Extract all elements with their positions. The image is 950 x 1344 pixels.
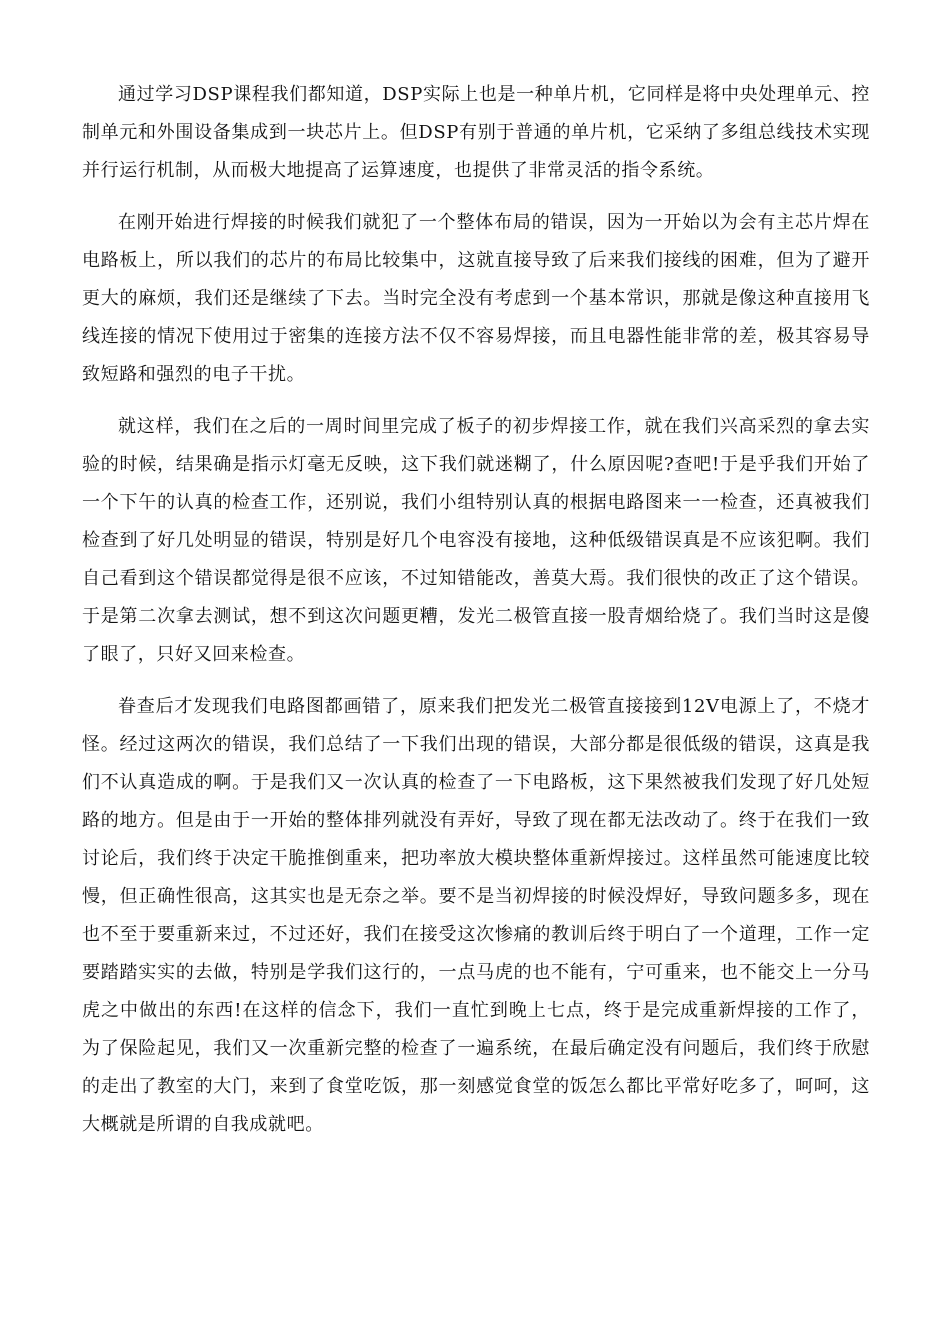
- document-body: [82, 76, 870, 1158]
- paragraph-first-test: 就这样，我们在之后的一周时间里完成了板子的初步焊接工作，就在我们兴高采烈的拿去实验的时候，结果确是指示灯毫无反映，这下我们就迷糊了，什么原因呢?查吧!于是乎我们开始了一个下午的认真的检查工作，还别说，我们小组特别认真的根据电路图来一一检查，还真被我们检查到了好几处明显的错误，特别是好几个电容没有接地，这种低级错误真是不应该犯啊。我们自己看到这个错误都觉得是很不应该，不过知错能改，善莫大焉。我们很快的改正了这个错误。于是第二次拿去测试，想不到这次问题更糟，发光二极管直接一股青烟给烧了。我们当时这是傻了眼了，只好又回来检查。: [82, 416, 870, 665]
- paragraph-dsp-intro: 通过学习DSP课程我们都知道，DSP实际上也是一种单片机，它同样是将中央处理单元、控制单元和外围设备集成到一块芯片上。但DSP有别于普通的单片机，它采纳了多组总线技术实现并行运行机制，从而极大地提高了运算速度，也提供了非常灵活的指令系统。: [82, 84, 870, 181]
- paragraph-rework: 眷查后才发现我们电路图都画错了，原来我们把发光二极管直接接到12V电源上了，不烧才怪。经过这两次的错误，我们总结了一下我们出现的错误，大部分都是很低级的错误，这真是我们不认真造成的啊。于是我们又一次认真的检查了一下电路板，这下果然被我们发现了好几处短路的地方。但是由于一开始的整体排列就没有弄好，导致了现在都无法改动了。终于在我们一致讨论后，我们终于决定干脆推倒重来，把功率放大模块整体重新焊接过。这样虽然可能速度比较慢，但正确性很高，这其实也是无奈之举。要不是当初焊接的时候没焊好，导致问题多多，现在也不至于要重新来过，不过还好，我们在接受这次惨痛的教训后终于明白了一个道理，工作一定要踏踏实实的去做，特别是学我们这行的，一点马虎的也不能有，宁可重来，也不能交上一分马虎之中做出的东西!在这样的信念下，我们一直忙到晚上七点，终于是完成重新焊接的工作了，为了保险起见，我们又一次重新完整的检查了一遍系统，在最后确定没有问题后，我们终于欣慰的走出了教室的大门，来到了食堂吃饭，那一刻感觉食堂的饭怎么都比平常好吃多了，呵呵，这大概就是所谓的自我成就吧。: [82, 696, 870, 1135]
- paragraph-layout-error: 在刚开始进行焊接的时候我们就犯了一个整体布局的错误，因为一开始以为会有主芯片焊在电路板上，所以我们的芯片的布局比较集中，这就直接导致了后来我们接线的困难，但为了避开更大的麻烦，我们还是继续了下去。当时完全没有考虑到一个基本常识，那就是像这种直接用飞线连接的情况下使用过于密集的连接方法不仅不容易焊接，而且电器性能非常的差，极其容易导致短路和强烈的电子干扰。: [82, 212, 870, 385]
